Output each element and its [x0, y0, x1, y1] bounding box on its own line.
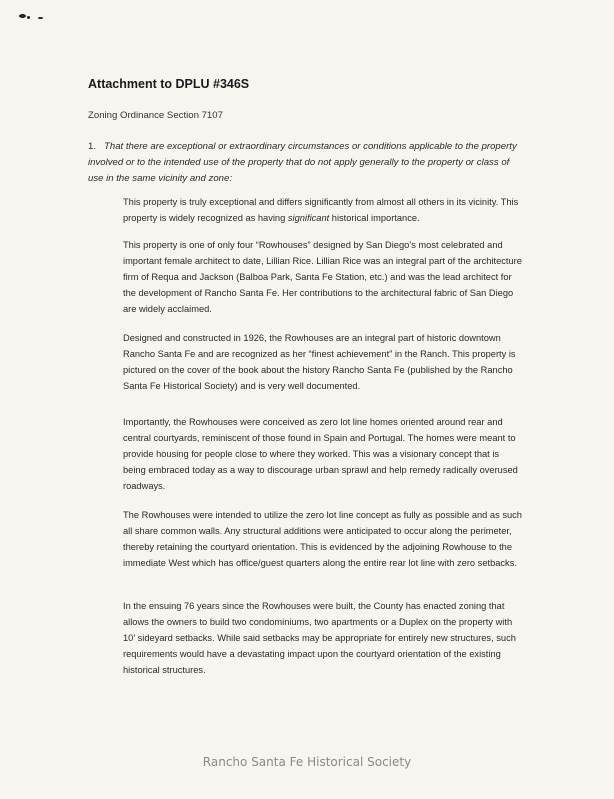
- paragraph-zoning: In the ensuing 76 years since the Rowhouses were built, the County has enacted zoning that allows the owners to build two condominiums, two apartments or a Duplex on the property with 10’ sideyard setbacks. While said setbacks may be appropriate for entirely new structures, such requirements would have a devastating impact upon the courtyard orientation of the existing historical structures.: [123, 601, 516, 675]
- paragraph-concept: Importantly, the Rowhouses were conceived as zero lot line homes oriented around rear and central courtyards, reminiscent of those found in Spain and Portugal. The homes were meant to provide housing for people close to where they worked. This was a visionary concept that is being embraced today as a way to discourage urban sprawl and help remedy radically overused roadways.: [123, 417, 518, 491]
- paragraph-architect: This property is one of only four “Rowhouses” designed by San Diego’s most celebrated and important female architect to date, Lillian Rice. Lillian Rice was an integral part of the architecture firm of Requa and Jackson (Balboa Park, Santa Fe Station, etc.) and was the lead architect for the development of Rancho Santa Fe. Her contributions to the architectural fabric of San Diego are widely acclaimed.: [123, 240, 522, 314]
- paragraph-history: Designed and constructed in 1926, the Rowhouses are an integral part of historic downtown Rancho Santa Fe and are recognized as her “finest achievement” in the Ranch. This property is pictured on the cover of the book about the history Rancho Santa Fe (published by the Rancho Santa Fe Historical Society) and is very well documented.: [123, 333, 516, 391]
- ink-speck: [27, 16, 30, 19]
- criterion-item: [88, 139, 520, 187]
- paragraph-significance: [123, 194, 523, 226]
- paragraph-text: This property is truly exceptional and differs significantly from almost all others in its vicinity. This property is widely recognized as having: [123, 197, 519, 223]
- ink-speck: [38, 17, 43, 19]
- emphasis-text: significant: [287, 213, 330, 223]
- document-heading: Attachment to DPLU #346S: [88, 77, 250, 91]
- paragraph-lot-line: The Rowhouses were intended to utilize the zero lot line concept as fully as possible and as such all share common walls. Any structural additions were anticipated to occur along the perimeter, thereby retaining the courtyard orientation. This is evidenced by the adjoining Rowhouse to the immediate West which has office/guest quarters along the entire rear lot line with zero setbacks.: [123, 510, 522, 568]
- section-reference: Zoning Ordinance Section 7107: [88, 110, 223, 121]
- ink-speck: [19, 14, 26, 18]
- paragraph-text: historical importance.: [329, 213, 420, 223]
- criterion-text: That there are exceptional or extraordinary circumstances or conditions applicable to the property involved or to the intended use of the property that do not apply generally to the property or class of use in the same vicinity and zone:: [88, 141, 517, 184]
- criterion-number: 1.: [88, 141, 97, 152]
- archive-watermark: Rancho Santa Fe Historical Society: [202, 755, 412, 769]
